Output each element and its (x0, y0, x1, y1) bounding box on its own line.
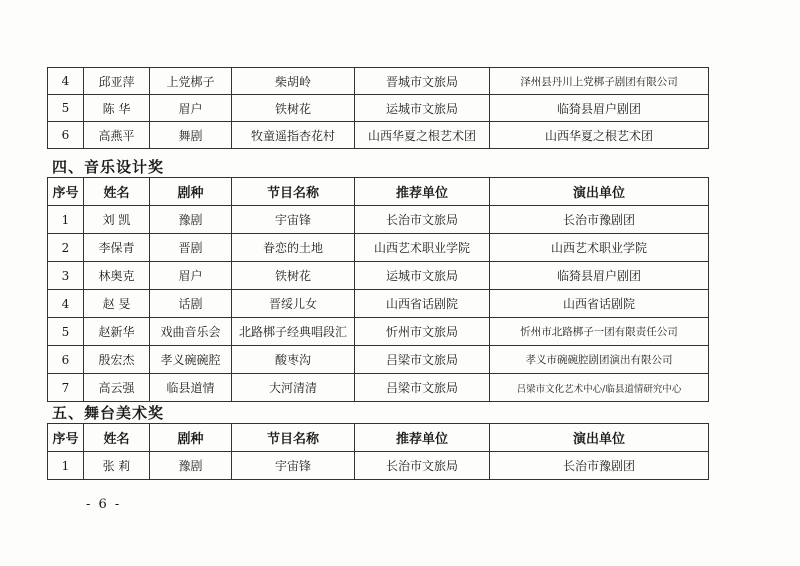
cell-program: 酸枣沟 (232, 346, 355, 374)
cell-recommender: 山西华夏之根艺术团 (355, 122, 490, 149)
cell-recommender: 运城市文旅局 (355, 95, 490, 122)
table-row (48, 262, 709, 290)
header-performer: 演出单位 (490, 424, 709, 452)
cell-index: 3 (48, 262, 84, 290)
cell-genre: 晋剧 (150, 234, 232, 262)
table-row (48, 318, 709, 346)
cell-recommender: 长治市文旅局 (355, 206, 490, 234)
cell-performer: 山西华夏之根艺术团 (490, 122, 709, 149)
header-recommender: 推荐单位 (355, 178, 490, 206)
cell-genre: 眉户 (150, 262, 232, 290)
cell-program: 宇宙锋 (232, 206, 355, 234)
cell-genre: 豫剧 (150, 452, 232, 480)
table-row (48, 374, 709, 402)
table-header-row (48, 424, 709, 452)
section-title-stage-art: 五、舞台美术奖 (52, 404, 165, 422)
cell-index: 6 (48, 346, 84, 374)
cell-name: 高云强 (84, 374, 150, 402)
cell-index: 4 (48, 68, 84, 95)
cell-program: 大河清清 (232, 374, 355, 402)
table-header-row (48, 178, 709, 206)
cell-name: 张 莉 (84, 452, 150, 480)
cell-recommender: 晋城市文旅局 (355, 68, 490, 95)
music-design-award-table (47, 177, 709, 402)
cell-performer: 长治市豫剧团 (490, 206, 709, 234)
cell-performer: 临猗县眉户剧团 (490, 262, 709, 290)
table-row (48, 122, 709, 149)
cell-name: 林奥克 (84, 262, 150, 290)
table-row (48, 68, 709, 95)
cell-genre: 话剧 (150, 290, 232, 318)
header-genre: 剧种 (150, 178, 232, 206)
header-name: 姓名 (84, 178, 150, 206)
cell-genre: 上党梆子 (150, 68, 232, 95)
table-row (48, 234, 709, 262)
cell-genre: 孝义碗碗腔 (150, 346, 232, 374)
award-table-continued (47, 67, 709, 149)
cell-genre: 临县道情 (150, 374, 232, 402)
table-row (48, 346, 709, 374)
cell-recommender: 运城市文旅局 (355, 262, 490, 290)
cell-index: 4 (48, 290, 84, 318)
cell-performer: 忻州市北路梆子一团有限责任公司 (490, 318, 709, 346)
cell-program: 牧童遥指杏花村 (232, 122, 355, 149)
cell-name: 陈 华 (84, 95, 150, 122)
cell-program: 宇宙锋 (232, 452, 355, 480)
cell-index: 5 (48, 318, 84, 346)
cell-name: 李保青 (84, 234, 150, 262)
cell-performer: 泽州县丹川上党梆子剧团有限公司 (490, 68, 709, 95)
cell-name: 殷宏杰 (84, 346, 150, 374)
header-index: 序号 (48, 424, 84, 452)
section-title-music-design: 四、音乐设计奖 (52, 158, 165, 176)
cell-performer: 孝义市碗碗腔剧团演出有限公司 (490, 346, 709, 374)
cell-index: 2 (48, 234, 84, 262)
cell-recommender: 吕梁市文旅局 (355, 374, 490, 402)
header-recommender: 推荐单位 (355, 424, 490, 452)
header-name: 姓名 (84, 424, 150, 452)
cell-performer: 吕梁市文化艺术中心/临县道情研究中心 (490, 374, 709, 402)
table-row (48, 206, 709, 234)
table-row (48, 452, 709, 480)
cell-performer: 临猗县眉户剧团 (490, 95, 709, 122)
header-genre: 剧种 (150, 424, 232, 452)
cell-index: 1 (48, 452, 84, 480)
cell-genre: 舞剧 (150, 122, 232, 149)
header-program: 节目名称 (232, 424, 355, 452)
cell-index: 6 (48, 122, 84, 149)
cell-program: 北路梆子经典唱段汇 (232, 318, 355, 346)
cell-program: 铁树花 (232, 95, 355, 122)
cell-program: 铁树花 (232, 262, 355, 290)
cell-program: 柴胡岭 (232, 68, 355, 95)
cell-index: 5 (48, 95, 84, 122)
cell-performer: 山西省话剧院 (490, 290, 709, 318)
cell-index: 7 (48, 374, 84, 402)
header-performer: 演出单位 (490, 178, 709, 206)
cell-recommender: 长治市文旅局 (355, 452, 490, 480)
cell-recommender: 忻州市文旅局 (355, 318, 490, 346)
cell-recommender: 山西艺术职业学院 (355, 234, 490, 262)
cell-genre: 眉户 (150, 95, 232, 122)
cell-performer: 长治市豫剧团 (490, 452, 709, 480)
cell-performer: 山西艺术职业学院 (490, 234, 709, 262)
header-program: 节目名称 (232, 178, 355, 206)
cell-recommender: 山西省话剧院 (355, 290, 490, 318)
cell-name: 高燕平 (84, 122, 150, 149)
cell-index: 1 (48, 206, 84, 234)
cell-genre: 戏曲音乐会 (150, 318, 232, 346)
cell-name: 刘 凯 (84, 206, 150, 234)
cell-name: 邱亚萍 (84, 68, 150, 95)
stage-art-award-table (47, 423, 709, 480)
cell-genre: 豫剧 (150, 206, 232, 234)
table-row (48, 95, 709, 122)
cell-program: 晋绥儿女 (232, 290, 355, 318)
cell-name: 赵新华 (84, 318, 150, 346)
cell-recommender: 吕梁市文旅局 (355, 346, 490, 374)
cell-name: 赵 旻 (84, 290, 150, 318)
page-number: - 6 - (86, 497, 122, 512)
header-index: 序号 (48, 178, 84, 206)
cell-program: 眷恋的土地 (232, 234, 355, 262)
table-row (48, 290, 709, 318)
